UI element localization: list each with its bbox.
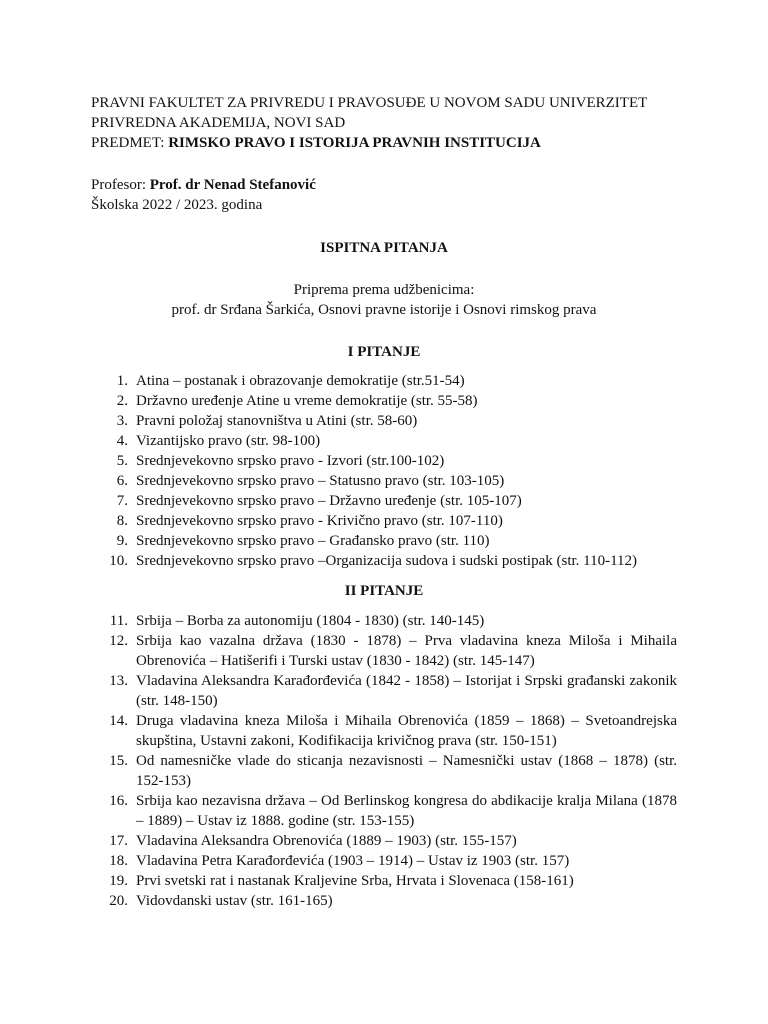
list-item: 19. Prvi svetski rat i nastanak Kraljevine Srba, Hrvata i Slovenaca (158-161) bbox=[109, 873, 574, 889]
header-block bbox=[91, 93, 677, 215]
list-item: 17. Vladavina Aleksandra Obrenovića (1889 – 1903) (str. 155-157) bbox=[109, 833, 517, 849]
subject-value: RIMSKO PRAVO I ISTORIJA PRAVNIH INSTITUCIJA bbox=[168, 135, 541, 151]
list-item: 16. Srbija kao nezavisna država – Od Berlinskog kongresa do abdikacije kralja Milana (1878 – 1889) – Ustav iz 1888. godine (str. 153-155) bbox=[109, 793, 677, 829]
list-item: 6. Srednjevekovno srpsko pravo – Statusno pravo (str. 103-105) bbox=[116, 473, 505, 489]
list-item: 1. Atina – postanak i obrazovanje demokratije (str.51-54) bbox=[116, 373, 465, 389]
professor-label: Profesor: bbox=[91, 177, 150, 193]
list-item: 12. Srbija kao vazalna država (1830 - 1878) – Prva vladavina kneza Miloša i Mihaila Obrenovića – Hatišerifi i Turski ustav (1830 - 1842) (str. 145-147) bbox=[109, 633, 677, 669]
question-list-2 bbox=[91, 611, 677, 911]
question-list-1 bbox=[91, 371, 677, 571]
section-title-1: I PITANJE bbox=[347, 344, 421, 360]
list-item: 2. Državno uređenje Atine u vreme demokratije (str. 55-58) bbox=[116, 393, 478, 409]
list-item: 10. Srednjevekovno srpsko pravo –Organizacija sudova i sudski postipak (str. 110-112) bbox=[109, 553, 638, 569]
institution-line: PRAVNI FAKULTET ZA PRIVREDU I PRAVOSUĐE U NOVOM SADU UNIVERZITET bbox=[91, 95, 648, 111]
list-item: 15. Od namesničke vlade do sticanja nezavisnosti – Namesnički ustav (1868 – 1878) (str. 152-153) bbox=[109, 753, 677, 789]
list-item: 13. Vladavina Aleksandra Karađorđevića (1842 - 1858) – Istorijat i Srpski građanski zakonik (str. 148-150) bbox=[109, 673, 677, 709]
professor-line bbox=[91, 175, 677, 195]
academy-line: PRIVREDNA AKADEMIJA, NOVI SAD bbox=[91, 115, 346, 131]
subject-line bbox=[91, 133, 677, 153]
list-item: 20. Vidovdanski ustav (str. 161-165) bbox=[109, 893, 333, 909]
list-item: 7. Srednjevekovno srpsko pravo – Državno uređenje (str. 105-107) bbox=[116, 493, 522, 509]
professor-value: Prof. dr Nenad Stefanović bbox=[149, 177, 316, 193]
list-item: 11. Srbija – Borba za autonomiju (1804 - 1830) (str. 140-145) bbox=[109, 613, 485, 629]
list-item: 14. Druga vladavina kneza Miloša i Mihaila Obrenovića (1859 – 1868) – Svetoandrejska skupština, Ustavni zakoni, Kodifikacija krivičnog prava (str. 150-151) bbox=[109, 713, 677, 749]
list-item: 18. Vladavina Petra Karađorđevića (1903 – 1914) – Ustav iz 1903 (str. 157) bbox=[109, 853, 570, 869]
subject-label: PREDMET: bbox=[91, 135, 169, 151]
list-item: 8. Srednjevekovno srpsko pravo - Krivično pravo (str. 107-110) bbox=[116, 513, 503, 529]
document-title: ISPITNA PITANJA bbox=[320, 240, 448, 256]
section-title-2: II PITANJE bbox=[344, 583, 424, 599]
list-item: 5. Srednjevekovno srpsko pravo - Izvori (str.100-102) bbox=[116, 453, 445, 469]
list-item: 9. Srednjevekovno srpsko pravo – Građansko pravo (str. 110) bbox=[116, 533, 490, 549]
school-year: Školska 2022 / 2023. godina bbox=[91, 197, 263, 213]
list-item: 4. Vizantijsko pravo (str. 98-100) bbox=[116, 433, 321, 449]
list-item: 3. Pravni položaj stanovništva u Atini (str. 58-60) bbox=[116, 413, 418, 429]
preparation-line-1: Priprema prema udžbenicima: bbox=[293, 282, 475, 298]
preparation-line-2: prof. dr Srđana Šarkića, Osnovi pravne istorije i Osnovi rimskog prava bbox=[171, 302, 597, 318]
document-page bbox=[91, 93, 677, 911]
preparation-note bbox=[91, 280, 677, 320]
